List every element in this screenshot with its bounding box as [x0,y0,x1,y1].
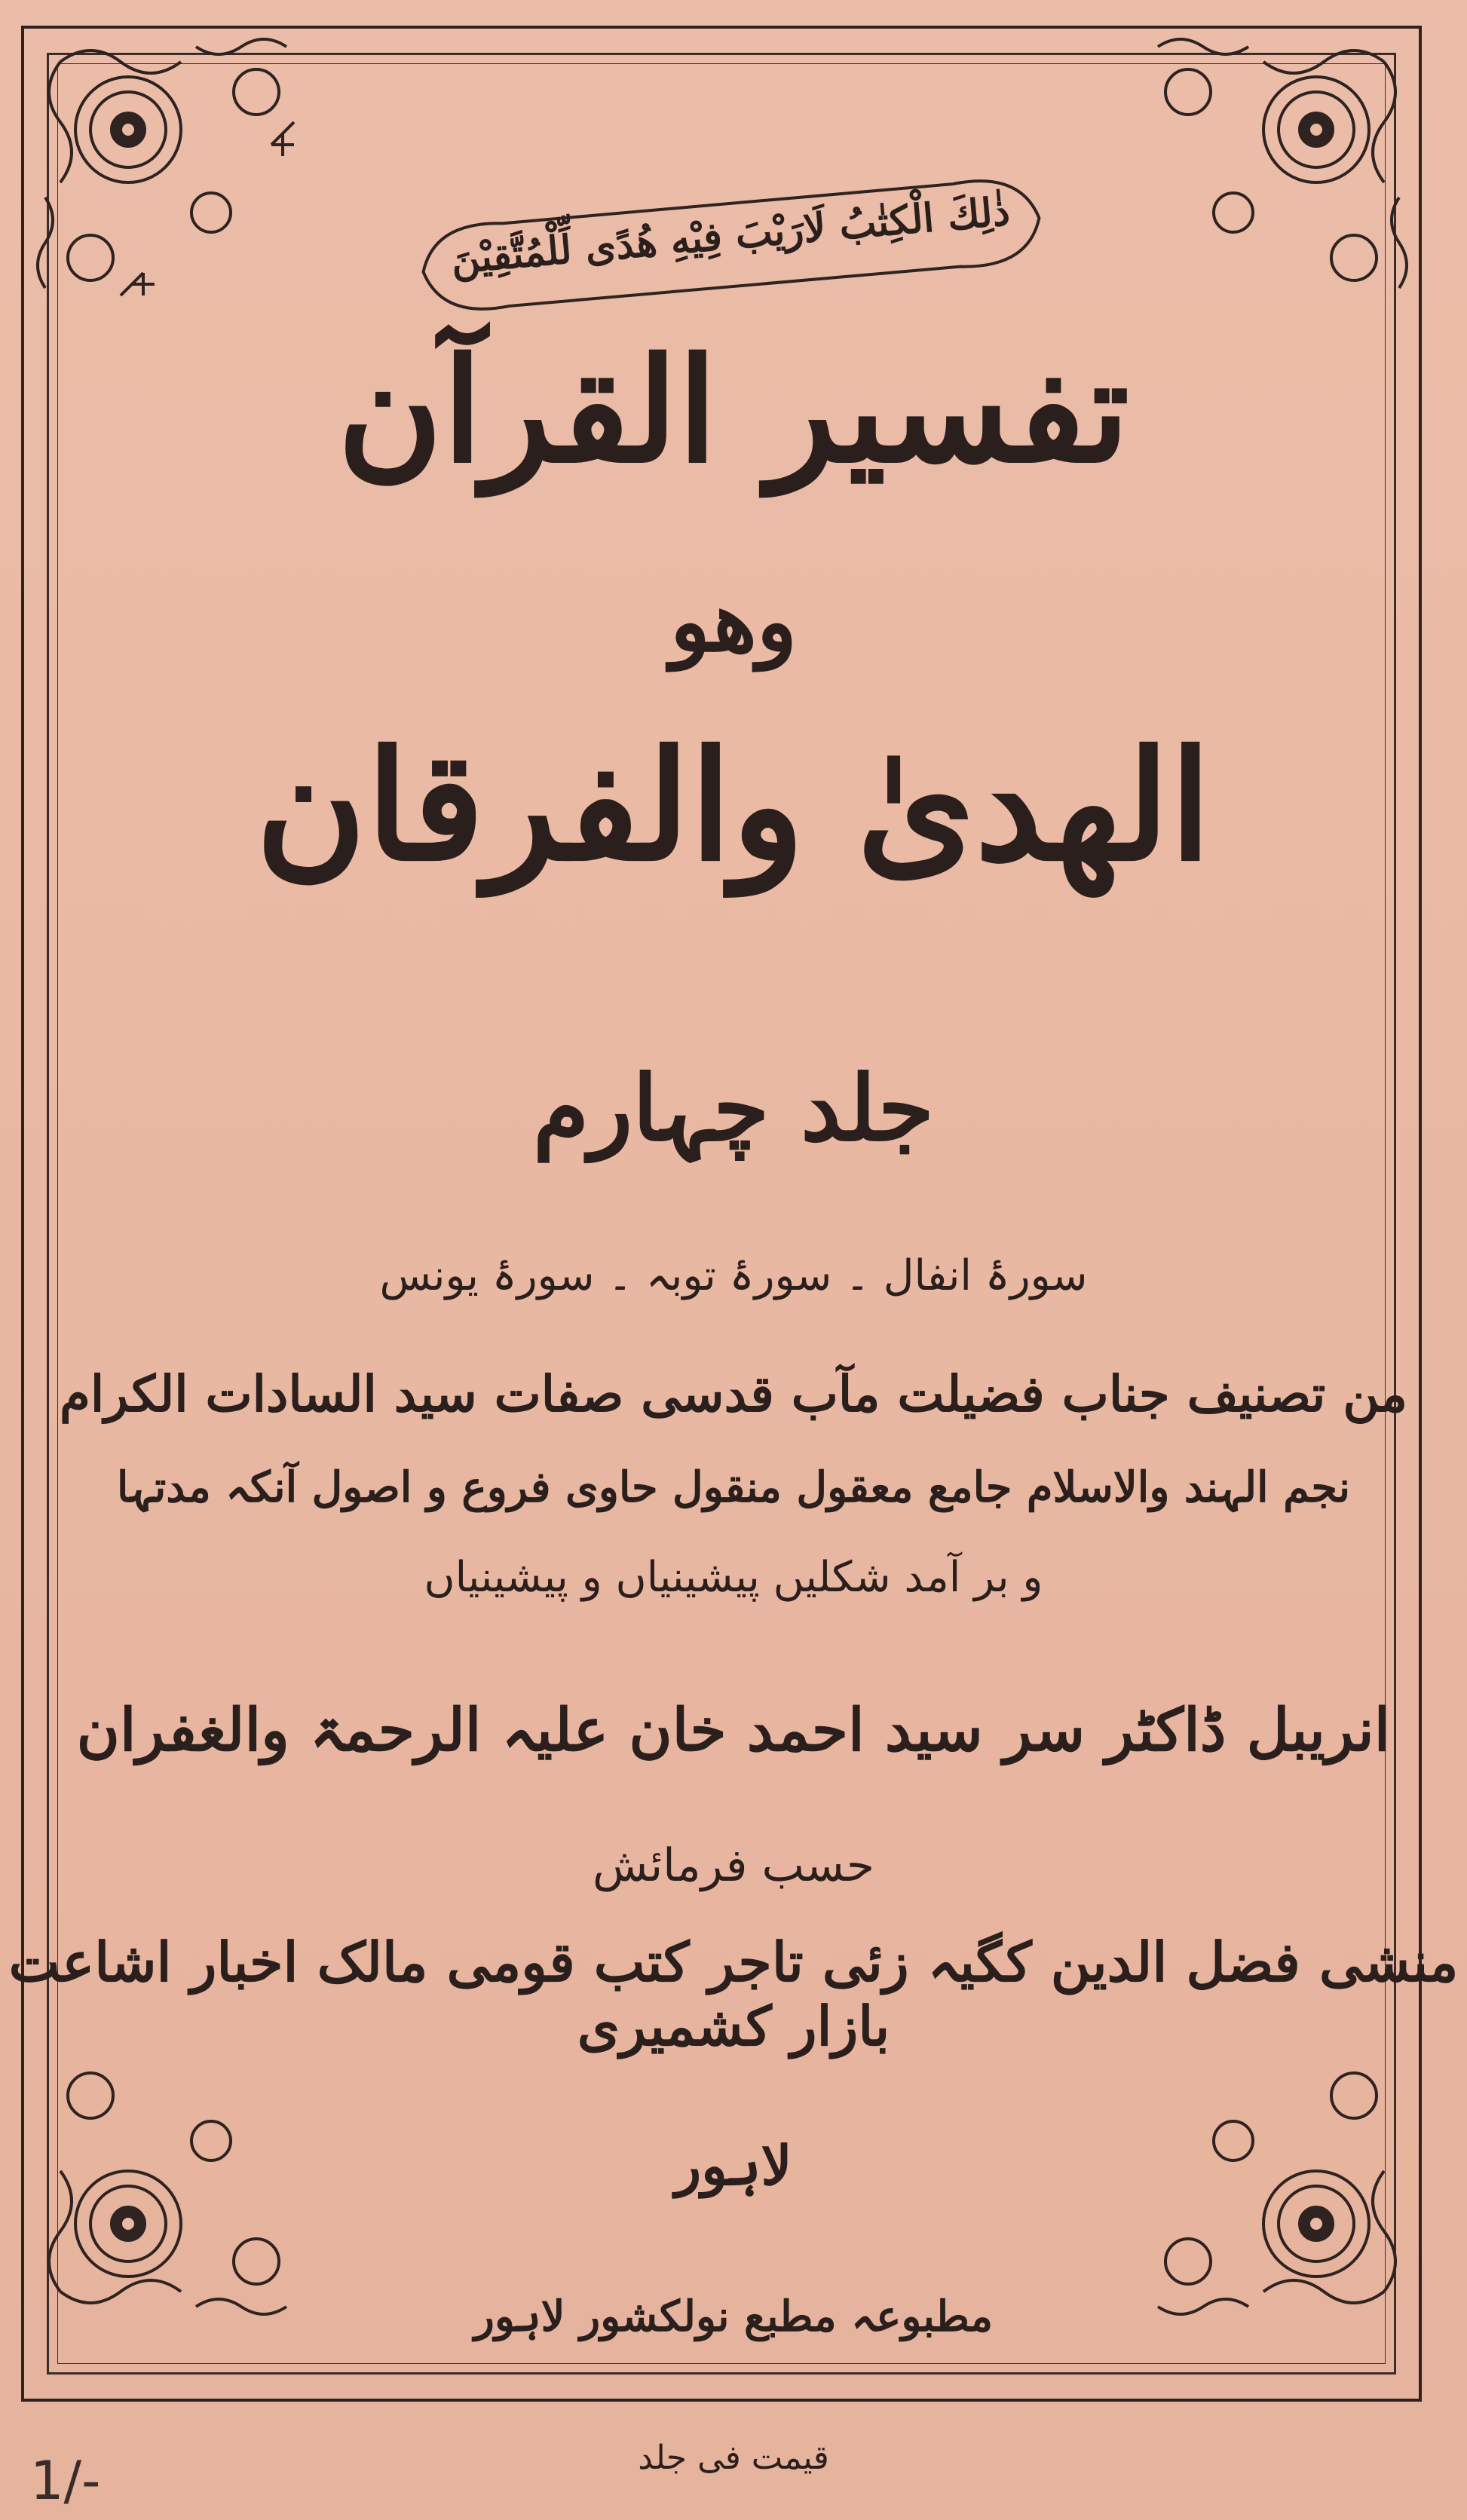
corner-ornament-icon [1113,17,1429,333]
title-connector: وھو [670,573,797,670]
surah-list: سورۂ انفال ۔ سورۂ توبہ ۔ سورۂ یونس [379,1251,1088,1300]
author-line-3: و بر آمد شکلیں پیشینیاں و پیشینیاں [424,1553,1043,1602]
book-subtitle: الھدیٰ والفرقان [256,718,1211,895]
author-name: انریبل ڈاکٹر سر سید احمد خان علیہ الرحمۃ والغفران [76,1696,1391,1765]
author-line-1: من تصنیف جناب فضیلت مآب قدسی صفات سید السادات الکرام [60,1364,1407,1423]
request-label: حسب فرمائش [592,1839,874,1892]
author-line-2: نجم الہند والاسلام جامع معقول منقول حاوی فروع و اصول آنکہ مدتہا [116,1462,1351,1512]
verse-text: ذٰلِكَ الْكِتٰبُ لَارَيْبَ فِيْهِ هُدًى لِّلْمُتَّقِيْنَ [449,188,1012,283]
price-label: قیمت فی جلد [638,2439,829,2477]
city-label: لاہور [675,2133,792,2197]
volume-label: جلد چہارم [533,1055,934,1162]
press-line: مطبوعہ مطبع نولکشور لاہور [473,2292,994,2341]
stamp-note: 1/- [30,2450,101,2512]
book-title: تفسیر القرآن [337,326,1130,495]
corner-ornament-icon [15,17,332,333]
publisher-line: منشی فضل الدین کگیہ زئی تاجر کتب قومی مالک اخبار اشاعت بازار کشمیری [8,1930,1459,2058]
